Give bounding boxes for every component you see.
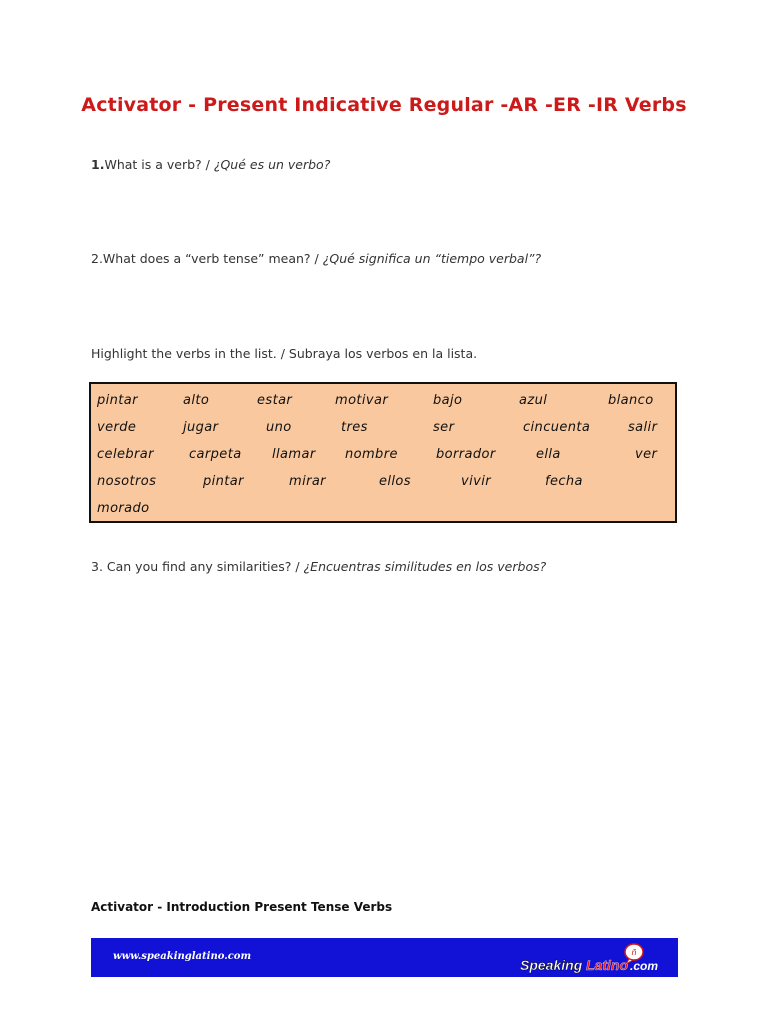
verb-word: bajo: [433, 393, 463, 408]
question-3-english: 3. Can you find any similarities? /: [91, 559, 304, 574]
verb-word: vivir: [461, 474, 491, 489]
verb-word: carpeta: [189, 447, 242, 462]
verb-word: uno: [266, 420, 292, 435]
verb-word: pintar: [203, 474, 244, 489]
verb-word: llamar: [272, 447, 316, 462]
verb-word: ella: [536, 447, 561, 462]
svg-text:ñ: ñ: [631, 948, 637, 957]
verb-word: verde: [97, 420, 137, 435]
verb-word: jugar: [183, 420, 219, 435]
verb-word: estar: [257, 393, 293, 408]
verb-word: mirar: [289, 474, 326, 489]
svg-text:Latino: Latino: [586, 957, 628, 973]
verb-word: fecha: [545, 474, 583, 489]
footer-banner: [91, 938, 678, 977]
verb-word: morado: [97, 501, 150, 516]
verb-word: nosotros: [97, 474, 157, 489]
verb-word: motivar: [335, 393, 389, 408]
question-2-spanish: ¿Qué significa un “tiempo verbal”?: [322, 251, 542, 266]
website-url[interactable]: www.speakinglatino.com: [113, 951, 252, 962]
question-3: [91, 559, 546, 574]
question-3-spanish: ¿Encuentras similitudes en los verbos?: [303, 559, 547, 574]
verb-word: ver: [635, 447, 658, 462]
verb-word: blanco: [608, 393, 654, 408]
footer-title: Activator - Introduction Present Tense Verbs: [91, 900, 393, 914]
question-1: [91, 157, 330, 172]
question-1-number: 1.: [91, 157, 105, 172]
verb-word: pintar: [97, 393, 138, 408]
highlight-instruction: Highlight the verbs in the list. / Subraya los verbos en la lista.: [91, 346, 478, 361]
verb-word: borrador: [436, 447, 496, 462]
question-2: [91, 251, 541, 266]
verb-word: alto: [183, 393, 210, 408]
verb-word: nombre: [345, 447, 398, 462]
question-1-english: What is a verb? /: [104, 157, 214, 172]
svg-text:.com: .com: [630, 959, 659, 973]
verb-word: ser: [433, 420, 455, 435]
page-title: Activator - Present Indicative Regular -AR -ER -IR Verbs: [81, 94, 687, 116]
verb-list-box: [89, 382, 677, 523]
verb-word: salir: [628, 420, 658, 435]
verb-word: ellos: [379, 474, 411, 489]
question-1-spanish: ¿Qué es un verbo?: [213, 157, 331, 172]
verb-word: azul: [519, 393, 548, 408]
svg-text:Speaking: Speaking: [520, 957, 583, 973]
speakinglatino-logo: [516, 940, 666, 976]
verb-word: cincuenta: [523, 420, 591, 435]
question-2-english: 2.What does a “verb tense” mean? /: [91, 251, 323, 266]
verb-word: celebrar: [97, 447, 154, 462]
verb-word: tres: [341, 420, 368, 435]
